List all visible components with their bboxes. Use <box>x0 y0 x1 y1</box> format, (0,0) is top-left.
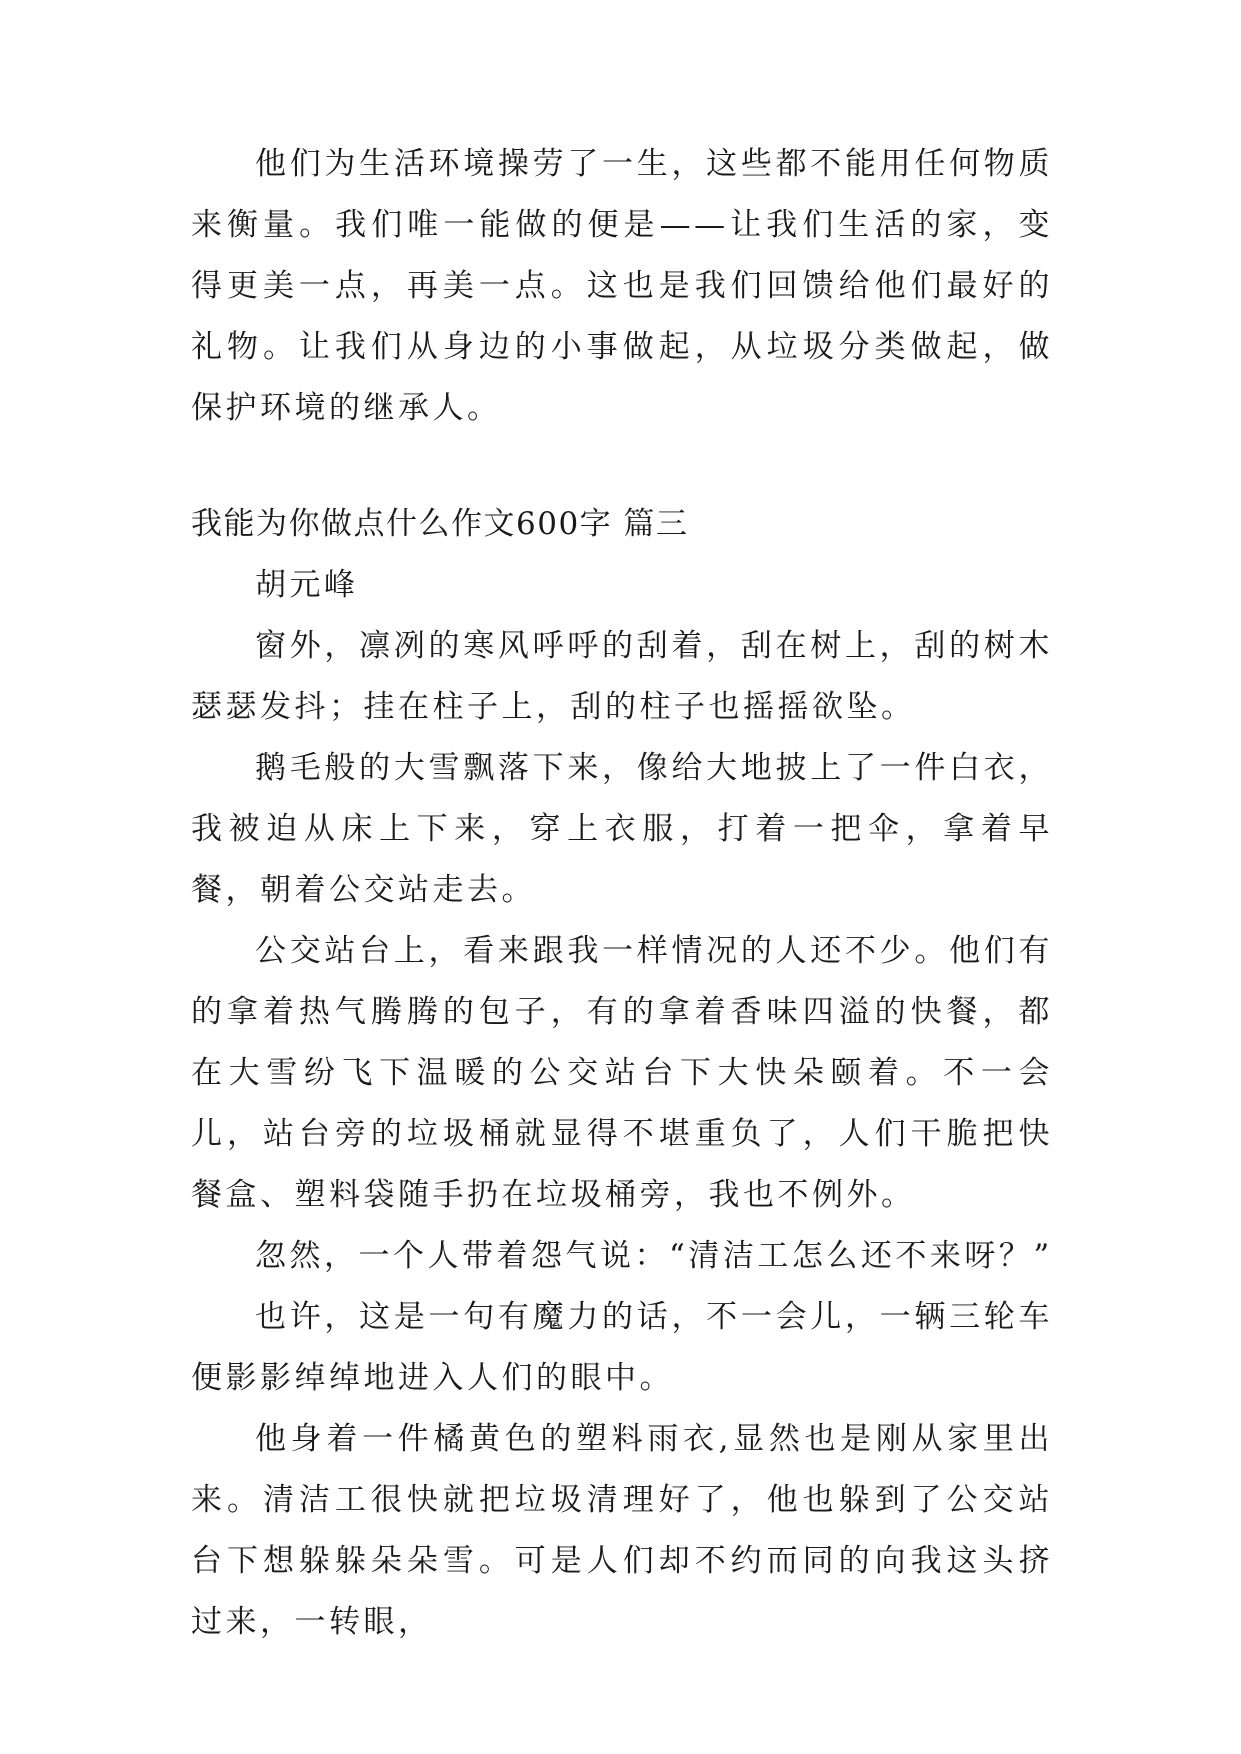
body-paragraph-2: 鹅毛般的大雪飘落下来，像给大地披上了一件白衣，我被迫从床上下来，穿上衣服，打着一把伞，拿着早餐，朝着公交站走去。 <box>191 750 1053 908</box>
body-paragraph-3: 公交站台上，看来跟我一样情况的人还不少。他们有的拿着热气腾腾的包子，有的拿着香味四溢的快餐，都在大雪纷飞下温暖的公交站台下大快朵颐着。不一会儿，站台旁的垃圾桶就显得不堪重负了，人们干脆把快餐盒、塑料袋随手扔在垃圾桶旁，我也不例外。 <box>191 933 1053 1213</box>
article-title: 我能为你做点什么作文600字 篇三 <box>191 506 689 542</box>
body-paragraph-5: 也许，这是一句有魔力的话，不一会儿，一辆三轮车便影影绰绰地进入人们的眼中。 <box>191 1299 1053 1396</box>
article-author: 胡元峰 <box>255 567 359 603</box>
body-paragraph-4: 忽然，一个人带着怨气说：“清洁工怎么还不来呀？” <box>255 1238 1053 1274</box>
body-paragraph-6: 他身着一件橘黄色的塑料雨衣,显然也是刚从家里出来。清洁工很快就把垃圾清理好了，他也躲到了公交站台下想躲躲朵朵雪。可是人们却不约而同的向我这头挤过来，一转眼， <box>191 1421 1053 1640</box>
body-paragraph-1: 窗外，凛冽的寒风呼呼的刮着，刮在树上，刮的树木瑟瑟发抖；挂在柱子上，刮的柱子也摇摇欲坠。 <box>191 628 1053 725</box>
closing-paragraph: 他们为生活环境操劳了一生，这些都不能用任何物质来衡量。我们唯一能做的便是——让我们生活的家，变得更美一点，再美一点。这也是我们回馈给他们最好的礼物。让我们从身边的小事做起，从垃圾分类做起，做保护环境的继承人。 <box>191 146 1053 426</box>
